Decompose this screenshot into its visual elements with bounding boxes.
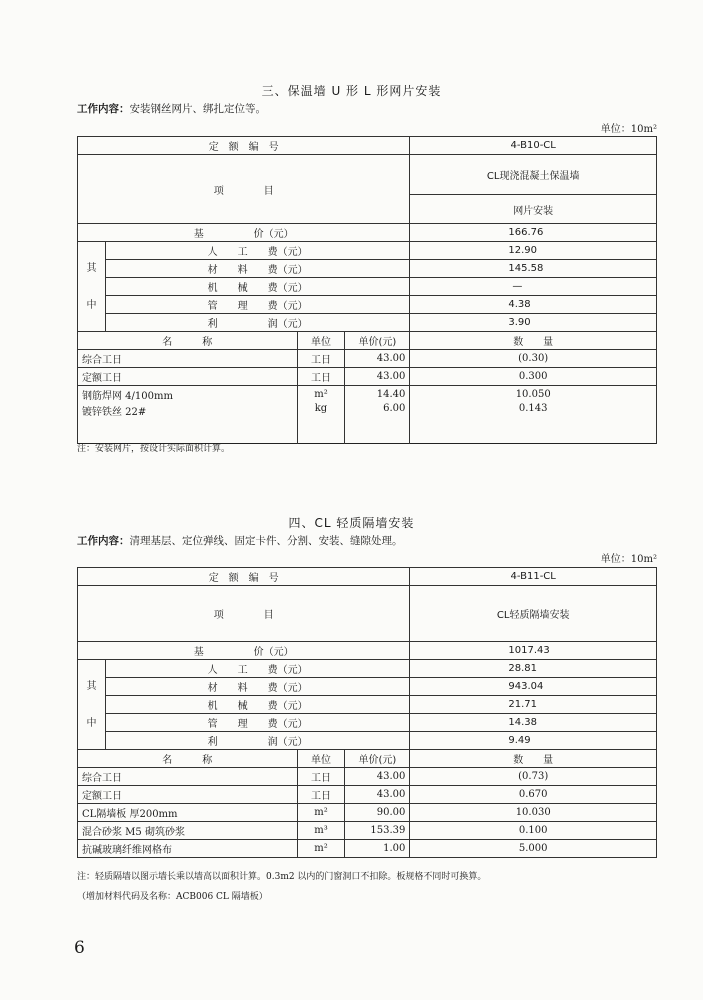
section4-cost-label: 机 械 费（元） <box>105 696 409 714</box>
section3-row-qty: (0.30) <box>410 350 657 368</box>
section3-code: 4-B10-CL <box>410 137 657 155</box>
section4-row-unit: m² <box>297 804 345 822</box>
section3-work-text: 安装钢丝网片、绑扎定位等。 <box>129 103 266 115</box>
section4-row-name: 综合工日 <box>78 768 298 786</box>
section4-row-name: 混合砂浆 M5 砌筑砂浆 <box>78 822 298 840</box>
section3-item-label: 项 目 <box>78 155 410 224</box>
section3-cost-value: — <box>410 278 657 296</box>
section4-work-content <box>77 533 403 548</box>
section4-note1: 注：轻质隔墙以图示墙长乘以墙高以面积计算。0.3m2 以内的门窗洞口不扣除。板规格不同时可换算。 <box>77 872 487 882</box>
section4-col-name: 名 称 <box>78 750 298 768</box>
section4-work-label: 工作内容： <box>77 535 130 547</box>
section4-col-unit: 单位 <box>297 750 345 768</box>
section4-cost-label: 利 润（元） <box>105 732 409 750</box>
section4-row-name: 抗碱玻璃纤维网格布 <box>78 840 298 858</box>
section4-row-unit: 工日 <box>297 768 345 786</box>
section3-cost-label: 管 理 费（元） <box>105 296 409 314</box>
section4-cost-value: 21.71 <box>410 696 657 714</box>
section4-base-value: 1017.43 <box>410 642 657 660</box>
section4-code: 4-B11-CL <box>410 568 657 586</box>
section4-work-text: 清理基层、定位弹线、固定卡件、分割、安装、缝隙处理。 <box>129 535 403 547</box>
section3-cost-value: 145.58 <box>410 260 657 278</box>
section4-cost-value: 28.81 <box>410 660 657 678</box>
section4-row-qty: (0.73) <box>410 768 657 786</box>
section4-col-price: 单价(元) <box>345 750 410 768</box>
section3-title: 三、保温墙 U 形 L 形网片安装 <box>261 84 442 98</box>
section4-zhong: 中 <box>86 717 97 729</box>
section4-cost-label: 人 工 费（元） <box>105 660 409 678</box>
section4-cost-value: 943.04 <box>410 678 657 696</box>
section3-base-value: 166.76 <box>410 224 657 242</box>
section3-row-unit: 工日 <box>297 368 345 386</box>
section4-cost-value: 14.38 <box>410 714 657 732</box>
section4-qi: 其 <box>86 680 97 692</box>
section3-col-qty: 数 量 <box>410 332 657 350</box>
section3-qizhong <box>78 242 106 332</box>
section3-row-price: 14.40 <box>345 386 410 404</box>
section4-item-name1: CL轻质隔墙安装 <box>410 586 657 642</box>
section3-col-unit: 单位 <box>297 332 345 350</box>
page-number: 6 <box>74 938 85 958</box>
section3-unit: 单位：10m² <box>600 124 657 135</box>
section3-code-label: 定 额 编 号 <box>78 137 410 155</box>
section4-row-unit: m³ <box>297 822 345 840</box>
section4-cost-label: 管 理 费（元） <box>105 714 409 732</box>
section3-row-qty: 0.143 <box>410 403 657 444</box>
section4-row-unit: 工日 <box>297 786 345 804</box>
section3-cost-value: 3.90 <box>410 314 657 332</box>
section3-base-label: 基 价（元） <box>78 224 410 242</box>
section4-row-qty: 10.030 <box>410 804 657 822</box>
section4-row-qty: 0.100 <box>410 822 657 840</box>
section3-row-price: 43.00 <box>345 350 410 368</box>
section4-title: 四、CL 轻质隔墙安装 <box>288 516 415 530</box>
section3-zhong: 中 <box>86 299 97 311</box>
section4-row-unit: m² <box>297 840 345 858</box>
section4-row-qty: 5.000 <box>410 840 657 858</box>
section4-base-label: 基 价（元） <box>78 642 410 660</box>
section3-col-name: 名 称 <box>78 332 298 350</box>
section3-cost-label: 机 械 费（元） <box>105 278 409 296</box>
section3-row-qty: 0.300 <box>410 368 657 386</box>
section3-qi: 其 <box>86 262 97 274</box>
section3-row-name: 综合工日 <box>78 350 298 368</box>
section4-code-label: 定 额 编 号 <box>78 568 410 586</box>
section4-row-qty: 0.670 <box>410 786 657 804</box>
section4-item-label: 项 目 <box>78 586 410 642</box>
section3-row-unit: m² <box>297 386 345 404</box>
section3-item-name2: 网片安装 <box>410 195 657 224</box>
section3-col-price: 单价(元) <box>345 332 410 350</box>
section3-row-name: 定额工日 <box>78 368 298 386</box>
section4-row-name: 定额工日 <box>78 786 298 804</box>
section4-note2: （增加材料代码及名称：ACB006 CL 隔墙板） <box>77 892 268 902</box>
section3-cost-value: 12.90 <box>410 242 657 260</box>
section3-item-name1: CL现浇混凝土保温墙 <box>410 155 657 195</box>
section4-row-price: 90.00 <box>345 804 410 822</box>
section3-row-unit: 工日 <box>297 350 345 368</box>
section4-qizhong <box>78 660 106 750</box>
section3-work-label: 工作内容： <box>77 103 130 115</box>
section3-note: 注：安装网片，按设计实际面积计算。 <box>77 444 231 454</box>
section3-cost-value: 4.38 <box>410 296 657 314</box>
section3-row-qty: 10.050 <box>410 386 657 404</box>
section3-cost-label: 人 工 费（元） <box>105 242 409 260</box>
section4-row-price: 43.00 <box>345 768 410 786</box>
section4-quota-table <box>77 567 657 858</box>
section3-row-unit: kg <box>297 403 345 444</box>
section4-row-price: 1.00 <box>345 840 410 858</box>
section4-row-price: 153.39 <box>345 822 410 840</box>
section4-cost-value: 9.49 <box>410 732 657 750</box>
section3-cost-label: 材 料 费（元） <box>105 260 409 278</box>
section3-cost-label: 利 润（元） <box>105 314 409 332</box>
section3-row-price: 6.00 <box>345 403 410 444</box>
section4-row-name: CL隔墙板 厚200mm <box>78 804 298 822</box>
section3-row-name: 镀锌铁丝 22# <box>78 403 298 444</box>
section4-col-qty: 数 量 <box>410 750 657 768</box>
section3-work-content <box>77 101 266 116</box>
section4-row-price: 43.00 <box>345 786 410 804</box>
section3-row-price: 43.00 <box>345 368 410 386</box>
section3-row-name: 钢筋焊网 4/100mm <box>78 386 298 404</box>
section4-unit: 单位：10m² <box>600 554 657 565</box>
section4-cost-label: 材 料 费（元） <box>105 678 409 696</box>
section3-quota-table <box>77 136 657 444</box>
